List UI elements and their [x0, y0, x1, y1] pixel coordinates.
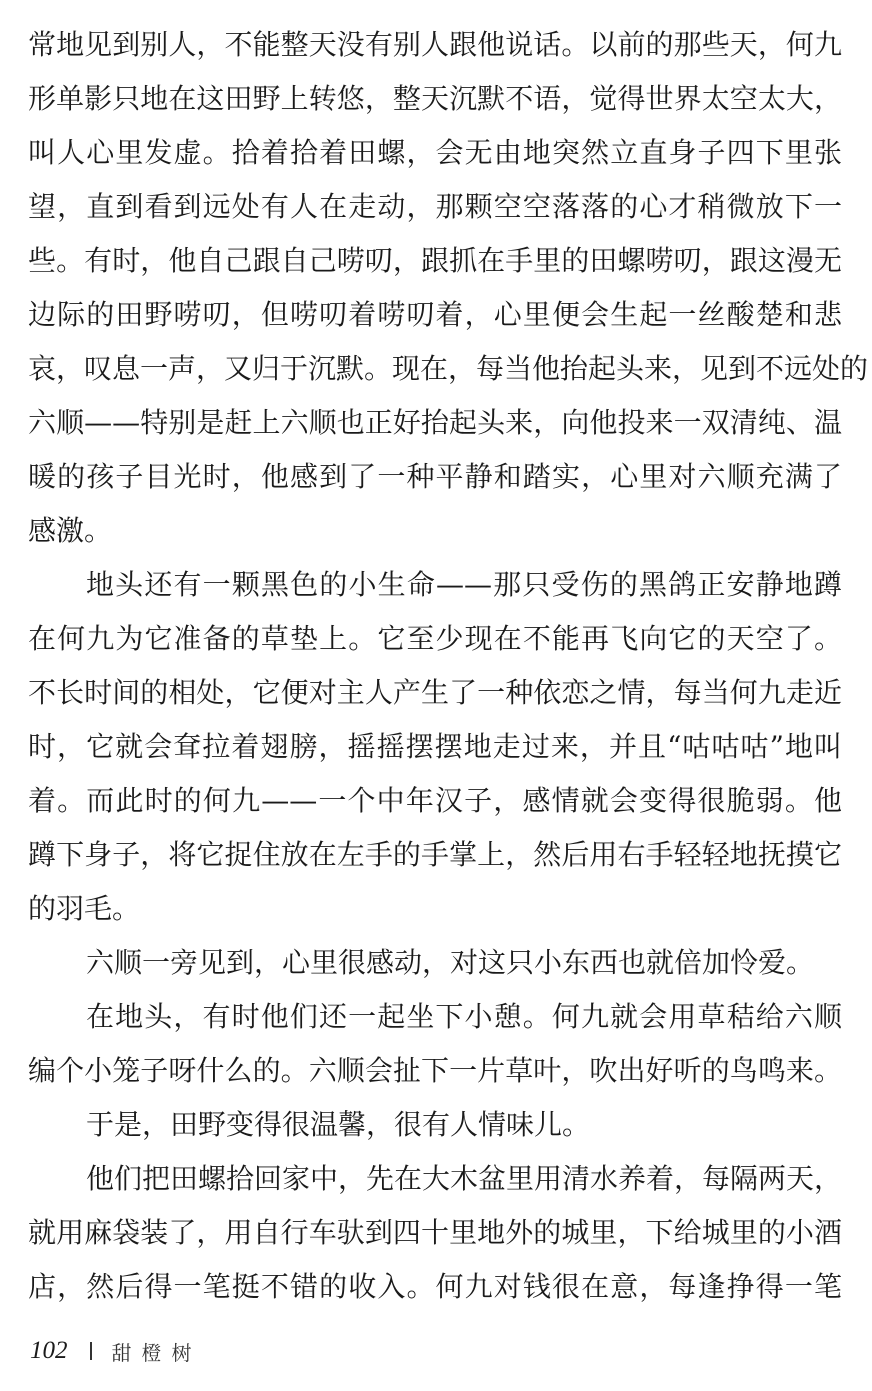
text-line: 的羽毛。 — [28, 892, 141, 925]
page-number: 102 — [30, 1337, 68, 1364]
text-line: 时，它就会耷拉着翅膀，摇摇摆摆地走过来，并且“咕咕咕”地叫 — [28, 730, 842, 763]
text-line: 叫人心里发虚。拾着拾着田螺，会无由地突然立直身子四下里张 — [28, 136, 842, 169]
text-line: 六顺一旁见到，心里很感动，对这只小东西也就倍加怜爱。 — [86, 946, 815, 979]
paragraph — [28, 1098, 842, 1152]
text-line: 编个小笼子呀什么的。六顺会扯下一片草叶，吹出好听的鸟鸣来。 — [28, 1054, 842, 1087]
paragraph — [28, 18, 869, 558]
text-line: 不长时间的相处，它便对主人产生了一种依恋之情，每当何九走近 — [28, 676, 842, 709]
footer-divider — [90, 1342, 92, 1360]
text-line: 地头还有一颗黑色的小生命——那只受伤的黑鸽正安静地蹲 — [86, 568, 842, 601]
book-title: 甜橙树 — [111, 1340, 202, 1365]
paragraph — [28, 558, 842, 936]
text-line: 就用麻袋装了，用自行车驮到四十里地外的城里，下给城里的小酒 — [28, 1216, 842, 1249]
text-line: 望，直到看到远处有人在走动，那颗空空落落的心才稍微放下一 — [28, 190, 842, 223]
paragraph — [28, 936, 842, 990]
paragraph — [28, 990, 842, 1098]
text-line: 常地见到别人，不能整天没有别人跟他说话。以前的那些天，何九 — [28, 28, 842, 61]
text-line: 哀，叹息一声，又归于沉默。现在，每当他抬起头来，见到不远处的 — [28, 352, 869, 385]
text-line: 着。而此时的何九——一个中年汉子，感情就会变得很脆弱。他 — [28, 784, 842, 817]
text-line: 在地头，有时他们还一起坐下小憩。何九就会用草秸给六顺 — [86, 1000, 842, 1033]
text-line: 些。有时，他自己跟自己唠叨，跟抓在手里的田螺唠叨，跟这漫无 — [28, 244, 842, 277]
text-line: 他们把田螺拾回家中，先在大木盆里用清水养着，每隔两天， — [86, 1162, 843, 1195]
text-line: 店，然后得一笔挺不错的收入。何九对钱很在意，每逢挣得一笔 — [28, 1270, 842, 1303]
text-line: 于是，田野变得很温馨，很有人情味儿。 — [86, 1108, 591, 1141]
text-line: 形单影只地在这田野上转悠，整天沉默不语，觉得世界太空太大， — [28, 82, 842, 115]
text-line: 六顺——特别是赶上六顺也正好抬起头来，向他投来一双清纯、温 — [28, 406, 842, 439]
text-line: 蹲下身子，将它捉住放在左手的手掌上，然后用右手轻轻地抚摸它 — [28, 838, 842, 871]
text-line: 在何九为它准备的草垫上。它至少现在不能再飞向它的天空了。 — [28, 622, 842, 655]
text-line: 边际的田野唠叨，但唠叨着唠叨着，心里便会生起一丝酸楚和悲 — [28, 298, 842, 331]
page-body — [28, 18, 869, 1314]
text-line: 感激。 — [28, 514, 113, 547]
paragraph — [28, 1152, 842, 1314]
text-line: 暖的孩子目光时，他感到了一种平静和踏实，心里对六顺充满了 — [28, 460, 842, 493]
page-footer — [30, 1334, 202, 1368]
